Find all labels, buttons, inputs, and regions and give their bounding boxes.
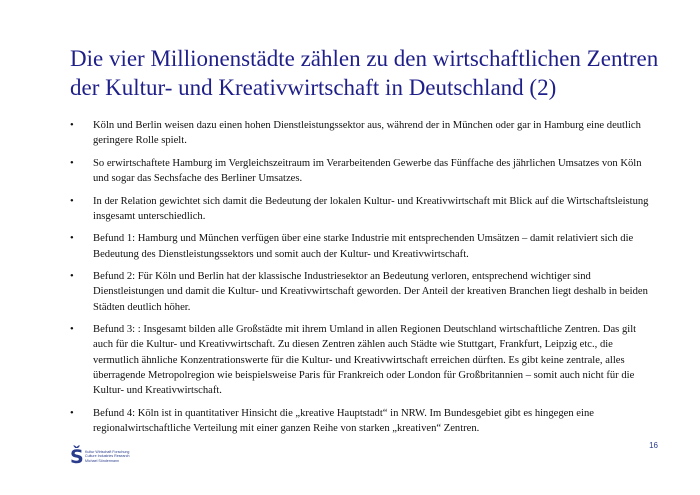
- bullet-item: [70, 156, 650, 186]
- bullet-text: In der Relation gewichtet sich damit die Bedeutung der lokalen Kultur- und Kreativwirtschaft mit Blick auf die Wirtschaftsleistung insgesamt unterschiedlich.: [93, 195, 649, 222]
- logo-text: [85, 447, 130, 463]
- bullet-text: So erwirtschaftete Hamburg im Vergleichszeitraum im Verarbeitenden Gewerbe das Fünffache des jährlichen Umsatzes von Köln und sogar das Sechsfache des Berliner Umsatzes.: [93, 157, 642, 184]
- bullet-text: Befund 1: Hamburg und München verfügen über eine starke Industrie mit entsprechenden Umsätzen – damit relativiert sich die Bedeutung des Dienstleistungssektors und somit auch der Kultur- und Kreativwirtschaft.: [93, 233, 634, 260]
- bullet-item: [70, 194, 650, 224]
- bullet-text: Befund 2: Für Köln und Berlin hat der klassische Industriesektor an Bedeutung verloren, entsprechend wichtiger sind Dienstleistungen und damit die Kultur- und Kreativwirtschaft geworden. Der Anteil der kreativen Branchen liegt deshalb in beiden Städten deutlich höher.: [93, 271, 648, 313]
- slide-title-line-2: der Kultur- und Kreativwirtschaft in Deutschland (2): [70, 75, 557, 100]
- bullet-dot: •: [70, 157, 74, 169]
- bullet-text: Köln und Berlin weisen dazu einen hohen Dienstleistungssektor aus, während der in München oder gar in Hamburg eine deutlich geringere Rolle spielt.: [93, 120, 641, 147]
- page-number: 16: [649, 441, 658, 450]
- bullet-text: Befund 4: Köln ist in quantitativer Hinsicht die „kreative Hauptstadt“ in NRW. Im Bundesgebiet gibt es hingegen eine regionalwirtschaftliche Verteilung mit einer ganzen Reihe von starken „kreativen“ Zentren.: [93, 407, 594, 434]
- logo-line: Culture Industries Research: [85, 454, 130, 459]
- bullet-dot: •: [70, 195, 74, 207]
- footer-logo: [70, 447, 130, 467]
- logo-mark-icon: Š: [70, 446, 84, 468]
- bullet-item: [70, 231, 650, 261]
- slide-title: [70, 44, 670, 102]
- bullet-item: [70, 269, 650, 315]
- bullet-dot: •: [70, 407, 74, 419]
- bullet-text: Befund 3: : Insgesamt bilden alle Großstädte mit ihrem Umland in allen Regionen Deutschland wirtschaftliche Zentren. Das gilt auch für die Kultur- und Kreativwirtschaft. Zu diesen Zentren zählen auch Städte wie Stuttgart, Frankfurt, Leipzig etc., die vermutlich ähnliche Konzentrationswerte für die Kultur- und Kreativwirtschaft erreichen dürften. Es gibt keine zentrale, alles überragende Metropolregion wie beispielsweise Paris für Frankreich oder London für Großbritannien – somit auch nicht für die Kultur- und Kreativwirtschaft.: [93, 324, 637, 396]
- bullet-item: [70, 118, 650, 148]
- bullet-dot: •: [70, 120, 74, 131]
- logo-line: Kultur Wirtschaft Forschung: [85, 450, 130, 454]
- bullet-dot: •: [70, 271, 74, 283]
- bullet-dot: •: [70, 233, 74, 245]
- bullet-dot: •: [70, 324, 74, 336]
- slide-title-line-1: Die vier Millionenstädte zählen zu den wirtschaftlichen Zentren: [70, 46, 659, 71]
- bullet-item: [70, 322, 650, 398]
- logo-line: Michael Söndermann: [85, 458, 119, 463]
- bullet-list: [70, 118, 650, 443]
- bullet-item: [70, 406, 650, 436]
